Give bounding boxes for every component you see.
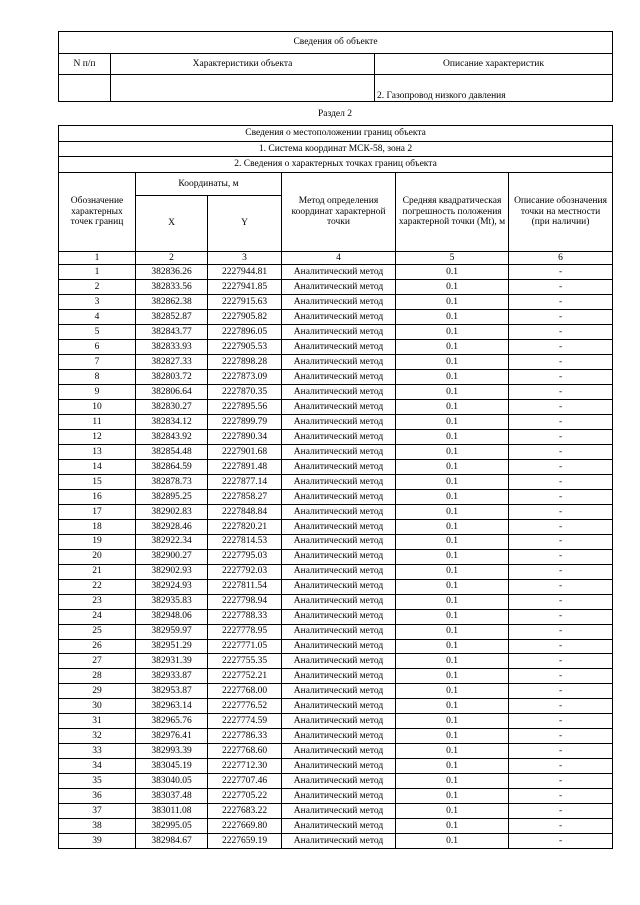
point-description-cell: - bbox=[509, 474, 613, 489]
error-cell: 0.1 bbox=[396, 355, 509, 370]
point-id-cell: 3 bbox=[59, 295, 136, 310]
point-id-cell: 17 bbox=[59, 504, 136, 519]
table-row bbox=[59, 774, 613, 789]
point-description-cell: - bbox=[509, 280, 613, 295]
point-description-cell: - bbox=[509, 325, 613, 340]
method-cell: Аналитический метод bbox=[282, 295, 396, 310]
point-description-cell: - bbox=[509, 639, 613, 654]
table-row bbox=[59, 579, 613, 594]
point-description-cell: - bbox=[509, 385, 613, 400]
y-coordinate-cell: 2227774.59 bbox=[208, 714, 282, 729]
table-row bbox=[59, 834, 613, 849]
y-coordinate-cell: 2227707.46 bbox=[208, 774, 282, 789]
method-cell: Аналитический метод bbox=[282, 714, 396, 729]
point-id-cell: 38 bbox=[59, 819, 136, 834]
error-cell: 0.1 bbox=[396, 714, 509, 729]
point-description-cell: - bbox=[509, 489, 613, 504]
table-row bbox=[59, 699, 613, 714]
y-coordinate-cell: 2227752.21 bbox=[208, 669, 282, 684]
point-id-cell: 18 bbox=[59, 519, 136, 534]
table-row bbox=[59, 370, 613, 385]
error-cell: 0.1 bbox=[396, 654, 509, 669]
point-id-cell: 27 bbox=[59, 654, 136, 669]
x-coordinate-cell: 382976.41 bbox=[136, 729, 208, 744]
point-id-cell: 25 bbox=[59, 624, 136, 639]
error-cell: 0.1 bbox=[396, 459, 509, 474]
y-coordinate-cell: 2227873.09 bbox=[208, 370, 282, 385]
point-id-cell: 9 bbox=[59, 385, 136, 400]
y-coordinate-cell: 2227755.35 bbox=[208, 654, 282, 669]
error-cell: 0.1 bbox=[396, 474, 509, 489]
method-cell: Аналитический метод bbox=[282, 444, 396, 459]
x-coordinate-cell: 382928.46 bbox=[136, 519, 208, 534]
boundary-points-table bbox=[58, 125, 613, 849]
col-header-description: Описание характеристик bbox=[375, 54, 613, 75]
y-coordinate-cell: 2227848.84 bbox=[208, 504, 282, 519]
col-header-characteristics: Характеристики объекта bbox=[111, 54, 375, 75]
method-cell: Аналитический метод bbox=[282, 549, 396, 564]
y-coordinate-cell: 2227905.53 bbox=[208, 340, 282, 355]
col-number: 2 bbox=[136, 251, 208, 265]
error-cell: 0.1 bbox=[396, 699, 509, 714]
y-coordinate-cell: 2227890.34 bbox=[208, 429, 282, 444]
object-info-title: Сведения об объекте bbox=[59, 32, 613, 54]
point-id-cell: 30 bbox=[59, 699, 136, 714]
x-coordinate-cell: 382827.33 bbox=[136, 355, 208, 370]
y-coordinate-cell: 2227776.52 bbox=[208, 699, 282, 714]
col-header-point: Обозначение характерных точек границ bbox=[59, 172, 136, 251]
error-cell: 0.1 bbox=[396, 444, 509, 459]
point-id-cell: 20 bbox=[59, 549, 136, 564]
table-row bbox=[59, 594, 613, 609]
y-coordinate-cell: 2227786.33 bbox=[208, 729, 282, 744]
error-cell: 0.1 bbox=[396, 774, 509, 789]
col-header-error: Средняя квадратическая погрешность положения характерной точки (Mt), м bbox=[396, 172, 509, 251]
method-cell: Аналитический метод bbox=[282, 474, 396, 489]
x-coordinate-cell: 383011.08 bbox=[136, 804, 208, 819]
point-id-cell: 22 bbox=[59, 579, 136, 594]
point-id-cell: 31 bbox=[59, 714, 136, 729]
table-row bbox=[59, 729, 613, 744]
error-cell: 0.1 bbox=[396, 429, 509, 444]
point-id-cell: 2 bbox=[59, 280, 136, 295]
x-coordinate-cell: 382843.92 bbox=[136, 429, 208, 444]
table-row bbox=[59, 385, 613, 400]
table-row bbox=[59, 549, 613, 564]
y-coordinate-cell: 2227941.85 bbox=[208, 280, 282, 295]
method-cell: Аналитический метод bbox=[282, 774, 396, 789]
error-cell: 0.1 bbox=[396, 834, 509, 849]
point-id-cell: 28 bbox=[59, 669, 136, 684]
method-cell: Аналитический метод bbox=[282, 594, 396, 609]
table-row bbox=[59, 654, 613, 669]
y-coordinate-cell: 2227901.68 bbox=[208, 444, 282, 459]
table-row bbox=[59, 519, 613, 534]
method-cell: Аналитический метод bbox=[282, 385, 396, 400]
point-id-cell: 19 bbox=[59, 534, 136, 549]
error-cell: 0.1 bbox=[396, 759, 509, 774]
col-header-point-description: Описание обозначения точки на местности (при наличии) bbox=[509, 172, 613, 251]
error-cell: 0.1 bbox=[396, 504, 509, 519]
y-coordinate-cell: 2227768.00 bbox=[208, 684, 282, 699]
point-id-cell: 29 bbox=[59, 684, 136, 699]
point-id-cell: 15 bbox=[59, 474, 136, 489]
x-coordinate-cell: 382862.38 bbox=[136, 295, 208, 310]
point-id-cell: 11 bbox=[59, 414, 136, 429]
col-header-method: Метод определения координат характерной точки bbox=[282, 172, 396, 251]
error-cell: 0.1 bbox=[396, 789, 509, 804]
point-description-cell: - bbox=[509, 819, 613, 834]
x-coordinate-cell: 382902.83 bbox=[136, 504, 208, 519]
x-coordinate-cell: 382902.93 bbox=[136, 564, 208, 579]
method-cell: Аналитический метод bbox=[282, 789, 396, 804]
table-row bbox=[59, 639, 613, 654]
y-coordinate-cell: 2227899.79 bbox=[208, 414, 282, 429]
y-coordinate-cell: 2227814.53 bbox=[208, 534, 282, 549]
method-cell: Аналитический метод bbox=[282, 729, 396, 744]
y-coordinate-cell: 2227877.14 bbox=[208, 474, 282, 489]
y-coordinate-cell: 2227898.28 bbox=[208, 355, 282, 370]
table-row bbox=[59, 429, 613, 444]
point-description-cell: - bbox=[509, 310, 613, 325]
point-id-cell: 8 bbox=[59, 370, 136, 385]
table-row bbox=[59, 459, 613, 474]
point-id-cell: 4 bbox=[59, 310, 136, 325]
table-row bbox=[59, 325, 613, 340]
method-cell: Аналитический метод bbox=[282, 804, 396, 819]
method-cell: Аналитический метод bbox=[282, 504, 396, 519]
point-id-cell: 39 bbox=[59, 834, 136, 849]
point-id-cell: 23 bbox=[59, 594, 136, 609]
error-cell: 0.1 bbox=[396, 669, 509, 684]
col-number: 3 bbox=[208, 251, 282, 265]
table-row bbox=[59, 759, 613, 774]
point-id-cell: 7 bbox=[59, 355, 136, 370]
location-title: Сведения о местоположении границ объекта bbox=[59, 126, 613, 142]
x-coordinate-cell: 382965.76 bbox=[136, 714, 208, 729]
method-cell: Аналитический метод bbox=[282, 564, 396, 579]
x-coordinate-cell: 382922.34 bbox=[136, 534, 208, 549]
y-coordinate-cell: 2227788.33 bbox=[208, 609, 282, 624]
table-row bbox=[59, 744, 613, 759]
point-description-cell: - bbox=[509, 729, 613, 744]
col-header-y: Y bbox=[208, 195, 282, 251]
point-description-cell: - bbox=[509, 624, 613, 639]
point-description-cell: - bbox=[509, 534, 613, 549]
method-cell: Аналитический метод bbox=[282, 654, 396, 669]
x-coordinate-cell: 383040.05 bbox=[136, 774, 208, 789]
y-coordinate-cell: 2227705.22 bbox=[208, 789, 282, 804]
error-cell: 0.1 bbox=[396, 489, 509, 504]
y-coordinate-cell: 2227858.27 bbox=[208, 489, 282, 504]
method-cell: Аналитический метод bbox=[282, 624, 396, 639]
method-cell: Аналитический метод bbox=[282, 684, 396, 699]
point-id-cell: 35 bbox=[59, 774, 136, 789]
y-coordinate-cell: 2227771.05 bbox=[208, 639, 282, 654]
x-coordinate-cell: 382854.48 bbox=[136, 444, 208, 459]
point-description-cell: - bbox=[509, 774, 613, 789]
y-coordinate-cell: 2227891.48 bbox=[208, 459, 282, 474]
y-coordinate-cell: 2227712.30 bbox=[208, 759, 282, 774]
table-row bbox=[59, 489, 613, 504]
method-cell: Аналитический метод bbox=[282, 459, 396, 474]
table-row bbox=[59, 534, 613, 549]
x-coordinate-cell: 382864.59 bbox=[136, 459, 208, 474]
x-coordinate-cell: 382959.97 bbox=[136, 624, 208, 639]
point-id-cell: 36 bbox=[59, 789, 136, 804]
x-coordinate-cell: 382843.77 bbox=[136, 325, 208, 340]
y-coordinate-cell: 2227811.54 bbox=[208, 579, 282, 594]
error-cell: 0.1 bbox=[396, 265, 509, 280]
method-cell: Аналитический метод bbox=[282, 489, 396, 504]
point-description-cell: - bbox=[509, 714, 613, 729]
point-id-cell: 1 bbox=[59, 265, 136, 280]
table-row bbox=[59, 295, 613, 310]
x-coordinate-cell: 382993.39 bbox=[136, 744, 208, 759]
method-cell: Аналитический метод bbox=[282, 265, 396, 280]
y-coordinate-cell: 2227795.03 bbox=[208, 549, 282, 564]
method-cell: Аналитический метод bbox=[282, 534, 396, 549]
point-description-cell: - bbox=[509, 744, 613, 759]
point-description-cell: - bbox=[509, 804, 613, 819]
point-description-cell: - bbox=[509, 355, 613, 370]
table-row bbox=[59, 819, 613, 834]
y-coordinate-cell: 2227944.81 bbox=[208, 265, 282, 280]
method-cell: Аналитический метод bbox=[282, 310, 396, 325]
y-coordinate-cell: 2227896.05 bbox=[208, 325, 282, 340]
error-cell: 0.1 bbox=[396, 594, 509, 609]
col-header-coordinates: Координаты, м bbox=[136, 172, 282, 195]
y-coordinate-cell: 2227659.19 bbox=[208, 834, 282, 849]
col-header-num: N п/п bbox=[59, 54, 111, 75]
table-row bbox=[59, 280, 613, 295]
point-description-cell: - bbox=[509, 444, 613, 459]
x-coordinate-cell: 382931.39 bbox=[136, 654, 208, 669]
x-coordinate-cell: 382924.93 bbox=[136, 579, 208, 594]
table-row bbox=[59, 414, 613, 429]
col-number: 1 bbox=[59, 251, 136, 265]
point-description-cell: - bbox=[509, 654, 613, 669]
point-description-cell: - bbox=[509, 459, 613, 474]
y-coordinate-cell: 2227768.60 bbox=[208, 744, 282, 759]
error-cell: 0.1 bbox=[396, 684, 509, 699]
error-cell: 0.1 bbox=[396, 295, 509, 310]
x-coordinate-cell: 382878.73 bbox=[136, 474, 208, 489]
object-info-table bbox=[58, 31, 613, 102]
point-description-cell: - bbox=[509, 504, 613, 519]
x-coordinate-cell: 382933.87 bbox=[136, 669, 208, 684]
y-coordinate-cell: 2227683.22 bbox=[208, 804, 282, 819]
y-coordinate-cell: 2227792.03 bbox=[208, 564, 282, 579]
error-cell: 0.1 bbox=[396, 579, 509, 594]
x-coordinate-cell: 382806.64 bbox=[136, 385, 208, 400]
x-coordinate-cell: 382834.12 bbox=[136, 414, 208, 429]
error-cell: 0.1 bbox=[396, 385, 509, 400]
method-cell: Аналитический метод bbox=[282, 579, 396, 594]
error-cell: 0.1 bbox=[396, 549, 509, 564]
point-description-cell: - bbox=[509, 684, 613, 699]
method-cell: Аналитический метод bbox=[282, 355, 396, 370]
point-id-cell: 33 bbox=[59, 744, 136, 759]
x-coordinate-cell: 382830.27 bbox=[136, 400, 208, 415]
error-cell: 0.1 bbox=[396, 564, 509, 579]
table-row bbox=[59, 669, 613, 684]
x-coordinate-cell: 383037.48 bbox=[136, 789, 208, 804]
point-description-cell: - bbox=[509, 400, 613, 415]
method-cell: Аналитический метод bbox=[282, 340, 396, 355]
method-cell: Аналитический метод bbox=[282, 834, 396, 849]
point-id-cell: 21 bbox=[59, 564, 136, 579]
x-coordinate-cell: 382948.06 bbox=[136, 609, 208, 624]
x-coordinate-cell: 382995.05 bbox=[136, 819, 208, 834]
error-cell: 0.1 bbox=[396, 519, 509, 534]
x-coordinate-cell: 382833.93 bbox=[136, 340, 208, 355]
y-coordinate-cell: 2227820.21 bbox=[208, 519, 282, 534]
method-cell: Аналитический метод bbox=[282, 519, 396, 534]
method-cell: Аналитический метод bbox=[282, 699, 396, 714]
table-row bbox=[59, 789, 613, 804]
error-cell: 0.1 bbox=[396, 370, 509, 385]
error-cell: 0.1 bbox=[396, 624, 509, 639]
y-coordinate-cell: 2227778.95 bbox=[208, 624, 282, 639]
error-cell: 0.1 bbox=[396, 400, 509, 415]
y-coordinate-cell: 2227870.35 bbox=[208, 385, 282, 400]
table-row bbox=[59, 684, 613, 699]
y-coordinate-cell: 2227905.82 bbox=[208, 310, 282, 325]
y-coordinate-cell: 2227798.94 bbox=[208, 594, 282, 609]
y-coordinate-cell: 2227669.80 bbox=[208, 819, 282, 834]
coordinate-system: 1. Система координат МСК-58, зона 2 bbox=[59, 141, 613, 157]
error-cell: 0.1 bbox=[396, 819, 509, 834]
error-cell: 0.1 bbox=[396, 744, 509, 759]
method-cell: Аналитический метод bbox=[282, 370, 396, 385]
table-row bbox=[59, 400, 613, 415]
method-cell: Аналитический метод bbox=[282, 744, 396, 759]
point-description-cell: - bbox=[509, 564, 613, 579]
y-coordinate-cell: 2227915.63 bbox=[208, 295, 282, 310]
point-id-cell: 6 bbox=[59, 340, 136, 355]
point-id-cell: 24 bbox=[59, 609, 136, 624]
table-row bbox=[59, 804, 613, 819]
points-title: 2. Сведения о характерных точках границ объекта bbox=[59, 157, 613, 173]
x-coordinate-cell: 382963.14 bbox=[136, 699, 208, 714]
object-row-description: 2. Газопровод низкого давления bbox=[375, 75, 613, 102]
method-cell: Аналитический метод bbox=[282, 609, 396, 624]
table-row bbox=[59, 504, 613, 519]
x-coordinate-cell: 382953.87 bbox=[136, 684, 208, 699]
point-description-cell: - bbox=[509, 340, 613, 355]
point-id-cell: 32 bbox=[59, 729, 136, 744]
point-id-cell: 12 bbox=[59, 429, 136, 444]
point-description-cell: - bbox=[509, 414, 613, 429]
x-coordinate-cell: 382900.27 bbox=[136, 549, 208, 564]
method-cell: Аналитический метод bbox=[282, 325, 396, 340]
point-description-cell: - bbox=[509, 265, 613, 280]
point-id-cell: 26 bbox=[59, 639, 136, 654]
x-coordinate-cell: 382895.25 bbox=[136, 489, 208, 504]
method-cell: Аналитический метод bbox=[282, 414, 396, 429]
table-row bbox=[59, 265, 613, 280]
point-description-cell: - bbox=[509, 759, 613, 774]
table-row bbox=[59, 714, 613, 729]
col-number: 5 bbox=[396, 251, 509, 265]
point-id-cell: 34 bbox=[59, 759, 136, 774]
point-description-cell: - bbox=[509, 834, 613, 849]
x-coordinate-cell: 382984.67 bbox=[136, 834, 208, 849]
x-coordinate-cell: 382833.56 bbox=[136, 280, 208, 295]
object-row-num bbox=[59, 75, 111, 102]
table-row bbox=[59, 355, 613, 370]
point-description-cell: - bbox=[509, 519, 613, 534]
error-cell: 0.1 bbox=[396, 609, 509, 624]
method-cell: Аналитический метод bbox=[282, 819, 396, 834]
table-row bbox=[59, 340, 613, 355]
point-description-cell: - bbox=[509, 549, 613, 564]
method-cell: Аналитический метод bbox=[282, 759, 396, 774]
error-cell: 0.1 bbox=[396, 804, 509, 819]
point-id-cell: 14 bbox=[59, 459, 136, 474]
col-header-x: X bbox=[136, 195, 208, 251]
x-coordinate-cell: 382935.83 bbox=[136, 594, 208, 609]
method-cell: Аналитический метод bbox=[282, 280, 396, 295]
table-row bbox=[59, 474, 613, 489]
x-coordinate-cell: 382951.29 bbox=[136, 639, 208, 654]
point-id-cell: 5 bbox=[59, 325, 136, 340]
object-row-characteristic bbox=[111, 75, 375, 102]
point-description-cell: - bbox=[509, 579, 613, 594]
error-cell: 0.1 bbox=[396, 729, 509, 744]
point-description-cell: - bbox=[509, 669, 613, 684]
error-cell: 0.1 bbox=[396, 310, 509, 325]
table-row bbox=[59, 564, 613, 579]
table-row bbox=[59, 624, 613, 639]
point-id-cell: 16 bbox=[59, 489, 136, 504]
section-label: Раздел 2 bbox=[318, 109, 352, 119]
point-description-cell: - bbox=[509, 699, 613, 714]
point-description-cell: - bbox=[509, 594, 613, 609]
error-cell: 0.1 bbox=[396, 414, 509, 429]
method-cell: Аналитический метод bbox=[282, 429, 396, 444]
method-cell: Аналитический метод bbox=[282, 639, 396, 654]
point-description-cell: - bbox=[509, 429, 613, 444]
error-cell: 0.1 bbox=[396, 639, 509, 654]
col-number: 4 bbox=[282, 251, 396, 265]
table-row bbox=[59, 444, 613, 459]
error-cell: 0.1 bbox=[396, 340, 509, 355]
method-cell: Аналитический метод bbox=[282, 669, 396, 684]
point-description-cell: - bbox=[509, 370, 613, 385]
error-cell: 0.1 bbox=[396, 325, 509, 340]
x-coordinate-cell: 382803.72 bbox=[136, 370, 208, 385]
col-number: 6 bbox=[509, 251, 613, 265]
point-description-cell: - bbox=[509, 295, 613, 310]
error-cell: 0.1 bbox=[396, 534, 509, 549]
point-id-cell: 37 bbox=[59, 804, 136, 819]
table-row bbox=[59, 609, 613, 624]
point-description-cell: - bbox=[509, 789, 613, 804]
error-cell: 0.1 bbox=[396, 280, 509, 295]
table-row bbox=[59, 310, 613, 325]
x-coordinate-cell: 382836.26 bbox=[136, 265, 208, 280]
point-id-cell: 10 bbox=[59, 400, 136, 415]
method-cell: Аналитический метод bbox=[282, 400, 396, 415]
point-id-cell: 13 bbox=[59, 444, 136, 459]
point-description-cell: - bbox=[509, 609, 613, 624]
y-coordinate-cell: 2227895.56 bbox=[208, 400, 282, 415]
x-coordinate-cell: 382852.87 bbox=[136, 310, 208, 325]
x-coordinate-cell: 383045.19 bbox=[136, 759, 208, 774]
